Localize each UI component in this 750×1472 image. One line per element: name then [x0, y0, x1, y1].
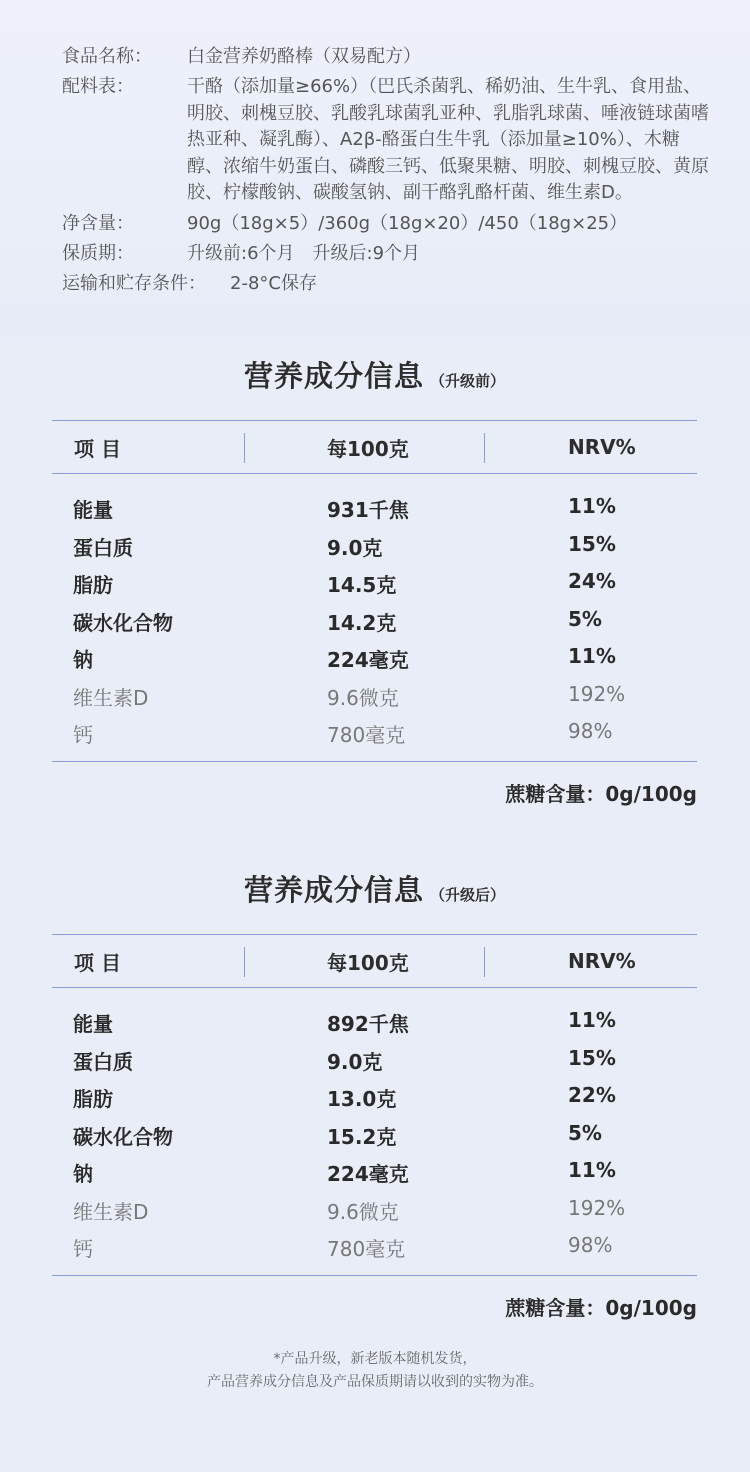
nutrient-name: 碳水化合物	[73, 1124, 173, 1149]
nutrient-amount: 9.6微克	[327, 685, 399, 710]
nutrition-section-before	[52, 354, 697, 807]
sucrose-content: 蔗糖含量：0g/100g	[505, 1295, 697, 1320]
nutrient-amount: 9.0克	[327, 1049, 383, 1074]
nutrient-amount: 931千焦	[327, 498, 409, 522]
product-info	[62, 44, 712, 301]
nutrient-nrv: 5%	[568, 606, 602, 631]
ingredients-value: 干酪（添加量≥66%）（巴氏杀菌乳、稀奶油、生牛乳、食用盐、明胶、刺槐豆胶、乳酸乳球菌乳亚种、乳脂乳球菌、唾液链球菌嗜热亚种、凝乳酶）、A2β-酪蛋白生牛乳（添加量≥10%）、木糖醇、浓缩牛奶蛋白、磷酸三钙、低聚果糖、明胶、刺槐豆胶、黄原胶、柠檬酸钠、碳酸氢钠、副干酪乳酪杆菌、维生素D。	[187, 76, 709, 203]
table-row	[52, 638, 697, 676]
nutrient-nrv: 192%	[568, 1195, 626, 1220]
nutrient-name: 脂肪	[73, 573, 113, 597]
section-title-text: 营养成分信息	[243, 873, 424, 907]
nutrient-amount: 780毫克	[327, 723, 406, 747]
nutrient-name: 钠	[73, 648, 93, 672]
header-divider	[484, 947, 485, 977]
nutrient-nrv: 15%	[568, 1045, 616, 1070]
nutrient-amount: 780毫克	[327, 1237, 406, 1261]
table-row	[52, 1115, 697, 1153]
table-row	[52, 676, 697, 714]
nutrient-nrv: 11%	[568, 644, 616, 668]
footnote-line1: *产品升级，新老版本随机发货，	[273, 1351, 477, 1367]
shelf-life-row	[62, 241, 712, 267]
nutrient-name: 蛋白质	[73, 1049, 133, 1074]
storage-label: 运输和贮存条件：	[62, 272, 206, 294]
table-row	[52, 1077, 697, 1115]
table-row	[52, 488, 697, 526]
section-title-text: 营养成分信息	[243, 359, 424, 393]
section-subtitle: （升级前）	[430, 372, 506, 390]
table-row	[52, 1002, 697, 1040]
table-header	[52, 420, 697, 474]
nutrient-nrv: 24%	[568, 569, 616, 593]
header-per100g: 每100克	[327, 436, 409, 461]
ingredients-row	[62, 74, 712, 207]
section-title	[52, 868, 697, 912]
section-subtitle: （升级后）	[430, 886, 506, 904]
nutrient-name: 脂肪	[73, 1087, 113, 1111]
net-content-value: 90g（18g×5）/360g（18g×20）/450（18g×25）	[187, 212, 628, 234]
nutrient-name: 钙	[73, 1237, 93, 1261]
nutrient-name: 能量	[73, 1012, 113, 1036]
header-divider	[244, 433, 245, 463]
table-body	[52, 474, 697, 762]
storage-row	[62, 271, 712, 297]
product-name-row	[62, 44, 712, 70]
net-content-label: 净含量：	[62, 212, 134, 234]
shelf-life-value: 升级前:6个月 升级后:9个月	[187, 242, 421, 264]
storage-value: 2-8°C保存	[230, 272, 317, 294]
header-divider	[244, 947, 245, 977]
header-divider	[484, 433, 485, 463]
table-row	[52, 526, 697, 564]
nutrient-nrv: 98%	[568, 1233, 613, 1257]
nutrient-name: 蛋白质	[73, 535, 133, 560]
nutrient-name: 碳水化合物	[73, 610, 173, 635]
nutrient-nrv: 192%	[568, 681, 626, 706]
nutrient-name: 维生素D	[73, 1199, 149, 1224]
table-row	[52, 1190, 697, 1228]
nutrient-name: 钙	[73, 723, 93, 747]
header-nrv: NRV%	[568, 435, 636, 459]
nutrient-nrv: 11%	[568, 494, 616, 518]
section-title	[52, 354, 697, 398]
shelf-life-label: 保质期：	[62, 242, 134, 264]
nutrient-amount: 13.0克	[327, 1087, 397, 1111]
nutrient-nrv: 98%	[568, 719, 613, 743]
footnote	[0, 1348, 750, 1394]
table-row	[52, 713, 697, 751]
nutrient-name: 钠	[73, 1162, 93, 1186]
nutrient-amount: 15.2克	[327, 1124, 397, 1149]
nutrient-name: 能量	[73, 498, 113, 522]
product-name-label: 食品名称：	[62, 46, 152, 67]
net-content-row	[62, 211, 712, 237]
table-row	[52, 601, 697, 639]
nutrient-nrv: 11%	[568, 1158, 616, 1182]
table-header	[52, 934, 697, 988]
nutrient-amount: 892千焦	[327, 1012, 409, 1036]
header-nrv: NRV%	[568, 949, 636, 973]
nutrient-amount: 9.6微克	[327, 1199, 399, 1224]
nutrient-nrv: 22%	[568, 1083, 616, 1107]
nutrient-amount: 224毫克	[327, 648, 409, 672]
nutrition-section-after	[52, 868, 697, 1321]
table-row	[52, 1040, 697, 1078]
nutrient-amount: 9.0克	[327, 535, 383, 560]
sucrose-content: 蔗糖含量：0g/100g	[505, 781, 697, 806]
nutrient-nrv: 11%	[568, 1008, 616, 1032]
table-row	[52, 563, 697, 601]
table-body	[52, 988, 697, 1276]
nutrient-nrv: 15%	[568, 531, 616, 556]
ingredients-label: 配料表：	[62, 76, 134, 97]
product-name-value: 白金营养奶酪棒（双易配方）	[187, 46, 421, 67]
nutrient-nrv: 5%	[568, 1120, 602, 1145]
header-per100g: 每100克	[327, 950, 409, 975]
header-item: 项 目	[74, 950, 121, 975]
header-item: 项 目	[74, 436, 121, 461]
footnote-line2: 产品营养成分信息及产品保质期请以收到的实物为准。	[207, 1374, 543, 1390]
nutrient-amount: 14.2克	[327, 610, 397, 635]
nutrient-amount: 224毫克	[327, 1162, 409, 1186]
table-row	[52, 1152, 697, 1190]
nutrient-name: 维生素D	[73, 685, 149, 710]
nutrient-amount: 14.5克	[327, 573, 397, 597]
table-row	[52, 1227, 697, 1265]
